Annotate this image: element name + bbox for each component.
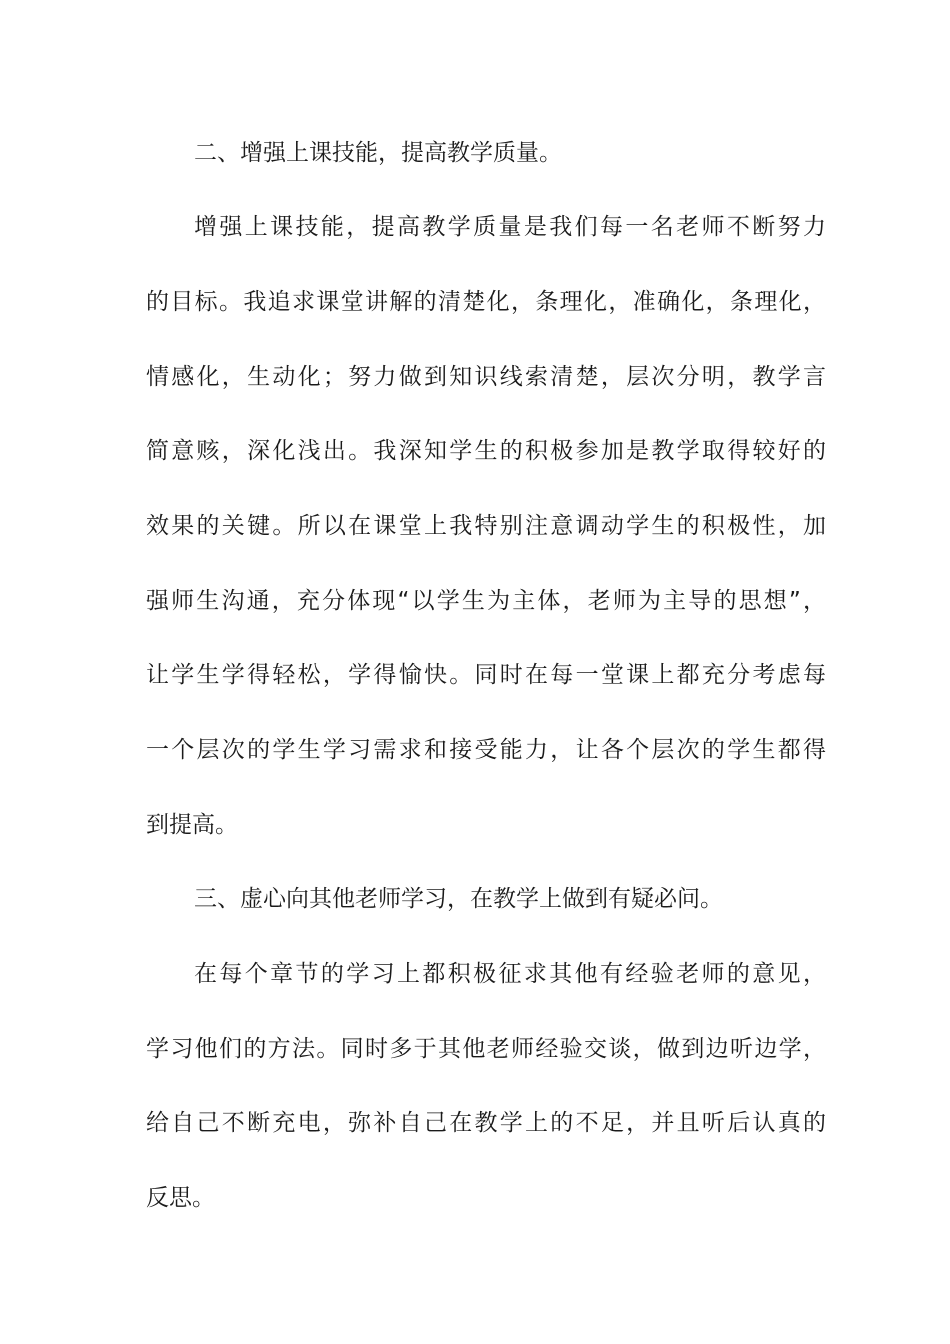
paragraph-line: 简意赅，深化浅出。我深知学生的积极参加是教学取得较好的 <box>146 438 826 464</box>
paragraph-line: 到提高。 <box>146 812 238 838</box>
paragraph-line: 的目标。我追求课堂讲解的清楚化，条理化，准确化，条理化， <box>146 289 826 315</box>
paragraph-line: 让学生学得轻松，学得愉快。同时在每一堂课上都充分考虑每 <box>146 662 826 688</box>
paragraph-line: 反思。 <box>146 1185 215 1211</box>
heading-section-two: 二、增强上课技能，提高教学质量。 <box>194 140 562 166</box>
paragraph-line: 情感化，生动化；努力做到知识线索清楚，层次分明，教学言 <box>146 364 826 390</box>
paragraph-line: 在每个章节的学习上都积极征求其他有经验老师的意见， <box>194 961 826 987</box>
heading-section-three: 三、虚心向其他老师学习，在教学上做到有疑必问。 <box>194 886 723 912</box>
paragraph-line: 给自己不断充电，弥补自己在教学上的不足，并且听后认真的 <box>146 1110 826 1136</box>
paragraph-line: 强师生沟通，充分体现“以学生为主体，老师为主导的思想”， <box>146 588 826 614</box>
paragraph-line: 效果的关键。所以在课堂上我特别注意调动学生的积极性，加 <box>146 513 826 539</box>
paragraph-line: 增强上课技能，提高教学质量是我们每一名老师不断努力 <box>194 214 826 240</box>
paragraph-line: 一个层次的学生学习需求和接受能力，让各个层次的学生都得 <box>146 737 826 763</box>
paragraph-line: 学习他们的方法。同时多于其他老师经验交谈，做到边听边学， <box>146 1036 826 1062</box>
